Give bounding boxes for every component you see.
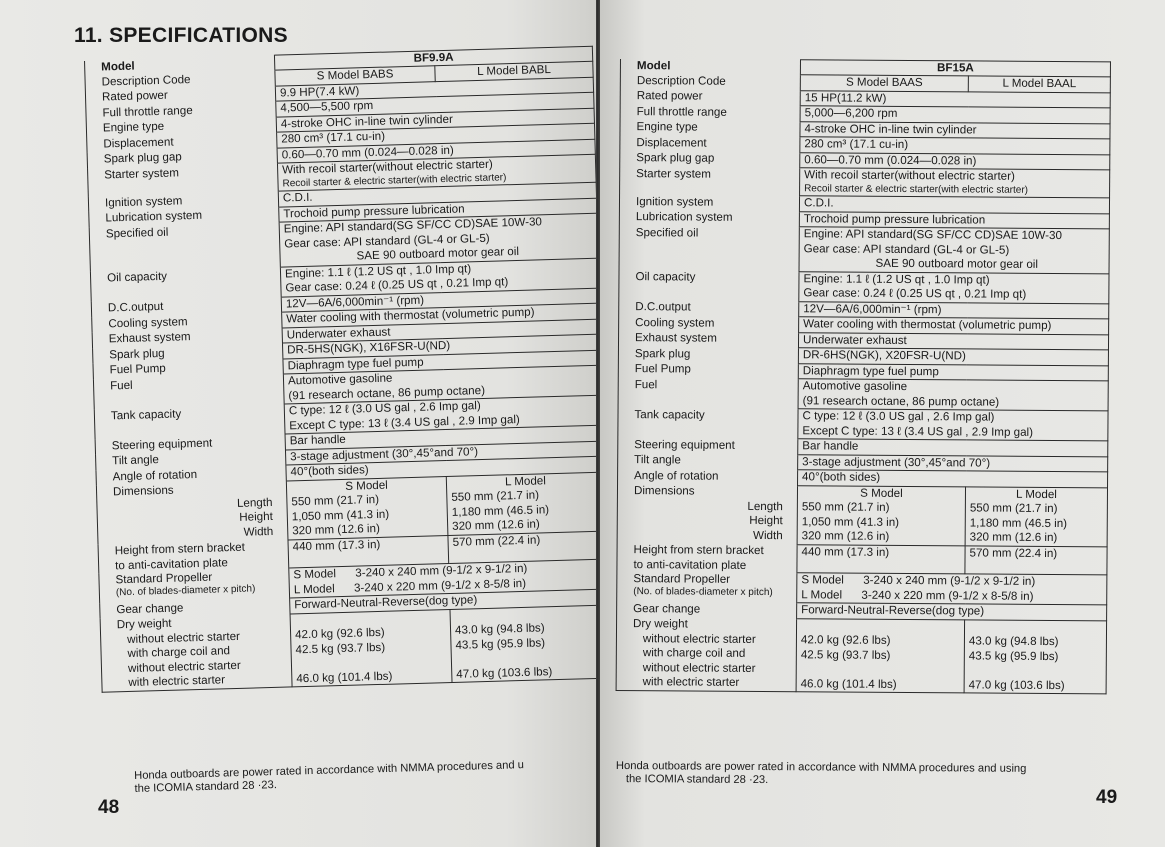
dry-4-s: 46.0 kg (101.4 lbs): [800, 677, 897, 691]
displacement-value: 280 cm³ (17.1 cu-in): [800, 137, 1110, 155]
stern-height-s: 440 mm (17.3 in): [797, 544, 965, 574]
propeller-l-value: 3-240 x 220 mm (9-1/2 x 8-5/8 in): [861, 588, 1034, 603]
tank-line-2: Except C type: 13 ℓ (3.4 US gal , 2.9 Imp gal): [289, 412, 520, 433]
dry-weight-s: [796, 619, 965, 694]
width-s: 320 mm (12.6 in): [801, 529, 890, 543]
dry-weight-title: Dry weight: [116, 617, 172, 632]
gear-change-label: Gear change: [100, 598, 290, 619]
stern-height-s: 440 mm (17.3 in): [288, 535, 449, 568]
width-label: Width: [752, 528, 783, 542]
model-name: BF9.9A: [274, 46, 592, 70]
height-s: 1,050 mm (41.3 in): [291, 507, 390, 523]
propeller-l-line: [801, 588, 1102, 605]
cooling-label: Cooling system: [619, 316, 799, 333]
starter-line-2: Recoil starter & electric starter(with electric starter): [282, 172, 507, 190]
displacement-label: Displacement: [620, 136, 800, 153]
spark-plug-label: Spark plug: [618, 347, 798, 364]
oil-line-1: Engine: API standard(SG SF/CC CD)SAE 10W-30: [803, 227, 1063, 243]
dimensions-l-model: [446, 472, 596, 535]
dry-3-label: without electric starter: [642, 661, 756, 675]
dry-4-l: 47.0 kg (103.6 lbs): [456, 665, 553, 681]
l-model-code: L Model BAAL: [968, 76, 1110, 92]
rotation-value: 40°(both sides): [798, 470, 1108, 488]
stern-label-2: to anti-cavitation plate: [114, 555, 229, 572]
fuel-label: Fuel: [618, 378, 798, 409]
length-s: 550 mm (21.7 in): [801, 500, 890, 514]
tilt-label: Tilt angle: [618, 453, 798, 470]
oil-capacity-label: Oil capacity: [619, 270, 799, 301]
width-s: 320 mm (12.6 in): [292, 521, 381, 538]
fuel-pump-label: Fuel Pump: [618, 362, 798, 379]
propeller-title: Standard Propeller: [115, 570, 213, 587]
length-l: 550 mm (21.7 in): [451, 488, 540, 504]
dc-output-label: D.C.output: [619, 300, 799, 317]
dry-2-s: 42.5 kg (93.7 lbs): [295, 640, 386, 657]
dry-4-s: 46.0 kg (101.4 lbs): [296, 669, 393, 686]
dry-1-label: without electric starter: [642, 632, 756, 646]
dry-4-l: 47.0 kg (103.6 lbs): [968, 678, 1065, 692]
cooling-value: Water cooling with thermostat (volumetric pump): [799, 317, 1109, 335]
dry-weight-row: [100, 605, 596, 693]
oil-capacity-label: Oil capacity: [90, 267, 281, 302]
dimensions-l-head: L Model: [504, 473, 547, 488]
ignition-value: C.D.I.: [278, 183, 596, 207]
fuel-line-2: (91 research octane, 86 pump octane): [802, 393, 1000, 409]
fuel-row: [618, 378, 1108, 411]
height-l: 1,180 mm (46.5 in): [969, 516, 1068, 530]
oil-capacity-row: [619, 270, 1109, 303]
starter-row: [620, 167, 1110, 198]
starter-value: [800, 168, 1110, 198]
fuel-pump-value: Diaphragm type fuel pump: [283, 350, 596, 374]
dry-2-l: 43.5 kg (95.9 lbs): [455, 636, 546, 652]
oil-line-2: Gear case: API standard (GL-4 or GL-5): [284, 231, 490, 251]
spark-gap-value: 0.60—0.70 mm (0.024—0.028 in): [800, 153, 1110, 171]
propeller-label: [617, 572, 797, 603]
tank-label: Tank capacity: [94, 404, 285, 439]
length-l: 550 mm (21.7 in): [969, 501, 1058, 516]
s-model-code: S Model BAAS: [800, 75, 968, 92]
dry-weight-label: [616, 617, 797, 692]
dry-weight-row: [616, 617, 1107, 694]
dimensions-label: [96, 481, 288, 545]
gear-change-label: Gear change: [617, 602, 797, 619]
dimensions-s-model: [797, 485, 965, 545]
lubrication-value: Trochoid pump pressure lubrication: [799, 212, 1109, 230]
starter-label: Starter system: [88, 164, 279, 197]
engine-type-label: Engine type: [86, 117, 276, 138]
starter-line-1: With recoil starter(without electric starter): [281, 158, 493, 177]
stern-label-1: Height from stern bracket: [633, 543, 764, 558]
spark-plug-value: DR-6HS(NGK), X20FSR-U(ND): [798, 348, 1108, 366]
fuel-label: Fuel: [93, 374, 284, 409]
oil-capacity-line-2: Gear case: 0.24 ℓ (0.25 US qt , 0.21 Imp qt): [803, 286, 1027, 302]
section-title: 11. SPECIFICATIONS: [74, 24, 288, 47]
height-label: Height: [749, 513, 783, 528]
lubrication-value: Trochoid pump pressure lubrication: [279, 198, 596, 222]
exhaust-value: Underwater exhaust: [798, 332, 1108, 350]
displacement-value: 280 cm³ (17.1 cu-in): [277, 124, 595, 148]
stern-height-l: 570 mm (22.4 in): [965, 545, 1107, 575]
stern-height-l: 570 mm (22.4 in): [448, 531, 596, 564]
spark-gap-label: Spark plug gap: [87, 148, 277, 169]
propeller-s-value: 3-240 x 240 mm (9-1/2 x 9-1/2 in): [863, 574, 1036, 589]
oil-line-3: SAE 90 outboard motor gear oil: [875, 257, 1039, 272]
oil-label: Specified oil: [89, 222, 280, 272]
starter-line-1: With recoil starter(without electric starter): [804, 168, 1015, 184]
description-code-label: Description Code: [85, 71, 275, 92]
exhaust-value: Underwater exhaust: [282, 319, 596, 343]
throttle-label: Full throttle range: [86, 102, 276, 123]
stern-label-2: to anti-cavitation plate: [633, 557, 747, 572]
footnote-line-2: the ICOMIA standard 28 ·23.: [134, 778, 278, 795]
exhaust-label: Exhaust system: [92, 328, 282, 349]
rated-power-value: 9.9 HP(7.4 kW): [275, 77, 593, 101]
dry-2-label: with charge coil and: [127, 644, 231, 661]
footnote-line-2: the ICOMIA standard 28 ·23.: [625, 772, 769, 786]
dimensions-l-head: L Model: [1016, 487, 1057, 501]
cooling-label: Cooling system: [92, 312, 282, 333]
propeller-l-value: 3-240 x 220 mm (9-1/2 x 8-5/8 in): [353, 576, 527, 595]
height-s: 1,050 mm (41.3 in): [801, 514, 900, 529]
starter-line-2: Recoil starter & electric starter(with electric starter): [804, 183, 1029, 196]
dimensions-title: Dimensions: [112, 483, 174, 499]
stern-height-row: [617, 543, 1107, 575]
propeller-s-label: S Model: [801, 573, 844, 588]
footnote-line-1: Honda outboards are power rated in accordance with NMMA procedures and u: [134, 759, 525, 782]
tilt-label: Tilt angle: [96, 450, 286, 471]
propeller-s-value: 3-240 x 240 mm (9-1/2 x 9-1/2 in): [355, 562, 528, 581]
gear-change-value: Forward-Neutral-Reverse(dog type): [290, 590, 596, 614]
propeller-row: [617, 572, 1107, 605]
dry-2-l: 43.5 kg (95.9 lbs): [968, 649, 1059, 663]
footnote: [134, 757, 595, 796]
oil-label: Specified oil: [619, 226, 799, 272]
dry-1-label: without electric starter: [127, 629, 241, 646]
tilt-value: 3-stage adjustment (30°,45°and 70°): [285, 441, 596, 465]
rotation-value: 40°(both sides): [286, 456, 596, 480]
dimensions-s-head: S Model: [860, 486, 903, 500]
tank-value: [798, 409, 1108, 441]
height-label: Height: [239, 509, 274, 524]
spec-table-bf15a: [616, 58, 1111, 695]
dry-4-label: with electric starter: [642, 675, 740, 690]
fuel-pump-value: Diaphragm type fuel pump: [798, 363, 1108, 381]
gear-change-value: Forward-Neutral-Reverse(dog type): [797, 603, 1107, 621]
dry-1-l: 43.0 kg (94.8 lbs): [968, 634, 1059, 649]
rated-power-label: Rated power: [85, 86, 275, 107]
displacement-label: Displacement: [87, 133, 277, 154]
rated-power-label: Rated power: [620, 89, 800, 106]
footnote: [616, 760, 1086, 789]
propeller-sub: (No. of blades-diameter x pitch): [115, 583, 256, 599]
stern-height-label: [617, 543, 797, 573]
oil-value: [799, 227, 1109, 274]
throttle-value: 5,000—6,200 rpm: [800, 106, 1110, 124]
tilt-value: 3-stage adjustment (30°,45°and 70°): [798, 454, 1108, 472]
propeller-value: [797, 573, 1107, 605]
width-l: 320 mm (12.6 in): [969, 530, 1058, 545]
tank-line-1: C type: 12 ℓ (3.0 US gal , 2.6 Imp gal): [802, 409, 995, 424]
propeller-sub: (No. of blades-diameter x pitch): [633, 586, 773, 599]
engine-type-value: 4-stroke OHC in-line twin cylinder: [276, 108, 594, 132]
steering-value: Bar handle: [798, 439, 1108, 457]
oil-capacity-line-1: Engine: 1.1 ℓ (1.2 US qt , 1.0 Imp qt): [284, 262, 472, 281]
dimensions-label: [617, 484, 797, 544]
propeller-l-label: L Model: [801, 588, 843, 602]
engine-type-label: Engine type: [620, 120, 800, 137]
fuel-line-1: Automotive gasoline: [802, 379, 908, 394]
stern-label-1: Height from stern bracket: [114, 540, 246, 558]
propeller-s-label: S Model: [293, 567, 337, 582]
dry-3-label: without electric starter: [127, 658, 241, 675]
oil-capacity-line-2: Gear case: 0.24 ℓ (0.25 US qt , 0.21 Imp qt): [285, 275, 509, 295]
steering-label: Steering equipment: [95, 434, 285, 455]
spark-gap-value: 0.60—0.70 mm (0.024—0.028 in): [277, 139, 595, 163]
ignition-label: Ignition system: [88, 192, 278, 213]
tank-line-1: C type: 12 ℓ (3.0 US gal , 2.6 Imp gal): [288, 399, 481, 418]
dc-output-value: 12V—6A/6,000min⁻¹ (rpm): [281, 288, 596, 312]
page-number: 48: [98, 797, 120, 818]
propeller-title: Standard Propeller: [633, 572, 731, 586]
s-model-code: S Model BABS: [275, 66, 435, 86]
dry-weight-l: [964, 620, 1107, 694]
starter-label: Starter system: [620, 167, 800, 196]
dry-weight-title: Dry weight: [633, 617, 688, 631]
ignition-value: C.D.I.: [799, 196, 1109, 214]
spark-gap-label: Spark plug gap: [620, 151, 800, 168]
ignition-label: Ignition system: [619, 195, 799, 212]
lubrication-label: Lubrication system: [89, 207, 279, 228]
length-s: 550 mm (21.7 in): [291, 492, 380, 509]
height-l: 1,180 mm (46.5 in): [451, 502, 550, 519]
length-label: Length: [747, 499, 783, 513]
dimensions-title: Dimensions: [633, 484, 695, 498]
dimensions-row: [617, 484, 1107, 546]
length-label: Length: [236, 495, 273, 510]
dry-2-s: 42.5 kg (93.7 lbs): [800, 648, 891, 662]
page-number: 49: [1096, 787, 1118, 808]
description-code-label: Description Code: [620, 74, 800, 91]
fuel-value: [798, 379, 1108, 411]
steering-label: Steering equipment: [618, 438, 798, 455]
spark-plug-value: DR-5HS(NGK), X16FSR-U(ND): [282, 334, 596, 358]
dimensions-s-model: [286, 476, 448, 539]
l-model-code: L Model BABL: [435, 62, 593, 82]
model-name: BF15A: [800, 60, 1110, 78]
dry-2-label: with charge coil and: [642, 646, 746, 661]
dry-1-l: 43.0 kg (94.8 lbs): [454, 621, 545, 638]
oil-line-3: SAE 90 outboard motor gear oil: [356, 245, 520, 263]
footnote-line-1: Honda outboards are power rated in accordance with NMMA procedures and using: [615, 760, 1027, 775]
tank-label: Tank capacity: [618, 408, 798, 439]
rotation-label: Angle of rotation: [618, 469, 798, 486]
dry-weight-label: [100, 614, 292, 693]
throttle-label: Full throttle range: [620, 105, 800, 122]
dry-4-label: with electric starter: [128, 673, 226, 690]
engine-type-value: 4-stroke OHC in-line twin cylinder: [800, 122, 1110, 140]
oil-capacity-value: [799, 272, 1109, 304]
dc-output-value: 12V—6A/6,000min⁻¹ (rpm): [799, 302, 1109, 320]
tank-row: [618, 408, 1108, 441]
dimensions-l-model: [965, 487, 1107, 547]
tank-line-2: Except C type: 13 ℓ (3.4 US gal , 2.9 Imp gal): [802, 423, 1034, 439]
fuel-line-2: (91 research octane, 86 pump octane): [288, 383, 486, 403]
dry-weight-l: [450, 605, 596, 683]
exhaust-label: Exhaust system: [618, 331, 798, 348]
fuel-line-1: Automotive gasoline: [287, 371, 393, 388]
throttle-value: 4,500—5,500 rpm: [276, 93, 594, 117]
dry-1-s: 42.0 kg (92.6 lbs): [800, 633, 891, 648]
propeller-l-label: L Model: [293, 582, 335, 597]
oil-line-1: Engine: API standard(SG SF/CC CD)SAE 10W-30: [283, 215, 543, 236]
rated-power-value: 15 HP(11.2 kW): [800, 91, 1110, 109]
model-label: Model: [85, 55, 275, 76]
dc-output-label: D.C.output: [91, 297, 281, 318]
width-l: 320 mm (12.6 in): [451, 517, 540, 533]
rotation-label: Angle of rotation: [96, 465, 286, 486]
dry-1-s: 42.0 kg (92.6 lbs): [294, 626, 385, 642]
width-label: Width: [243, 524, 274, 539]
spec-table-bf9-9a: [84, 46, 596, 693]
lubrication-label: Lubrication system: [619, 210, 799, 227]
oil-capacity-line-1: Engine: 1.1 ℓ (1.2 US qt , 1.0 Imp qt): [803, 272, 990, 287]
cooling-value: Water cooling with thermostat (volumetric pump): [282, 303, 596, 327]
dimensions-s-head: S Model: [345, 478, 388, 493]
model-label: Model: [620, 59, 800, 76]
spark-plug-label: Spark plug: [93, 343, 283, 364]
oil-row: [619, 226, 1109, 274]
steering-value: Bar handle: [285, 425, 596, 449]
fuel-pump-label: Fuel Pump: [93, 359, 283, 380]
dry-weight-s: [290, 609, 452, 687]
oil-line-2: Gear case: API standard (GL-4 or GL-5): [803, 242, 1010, 257]
